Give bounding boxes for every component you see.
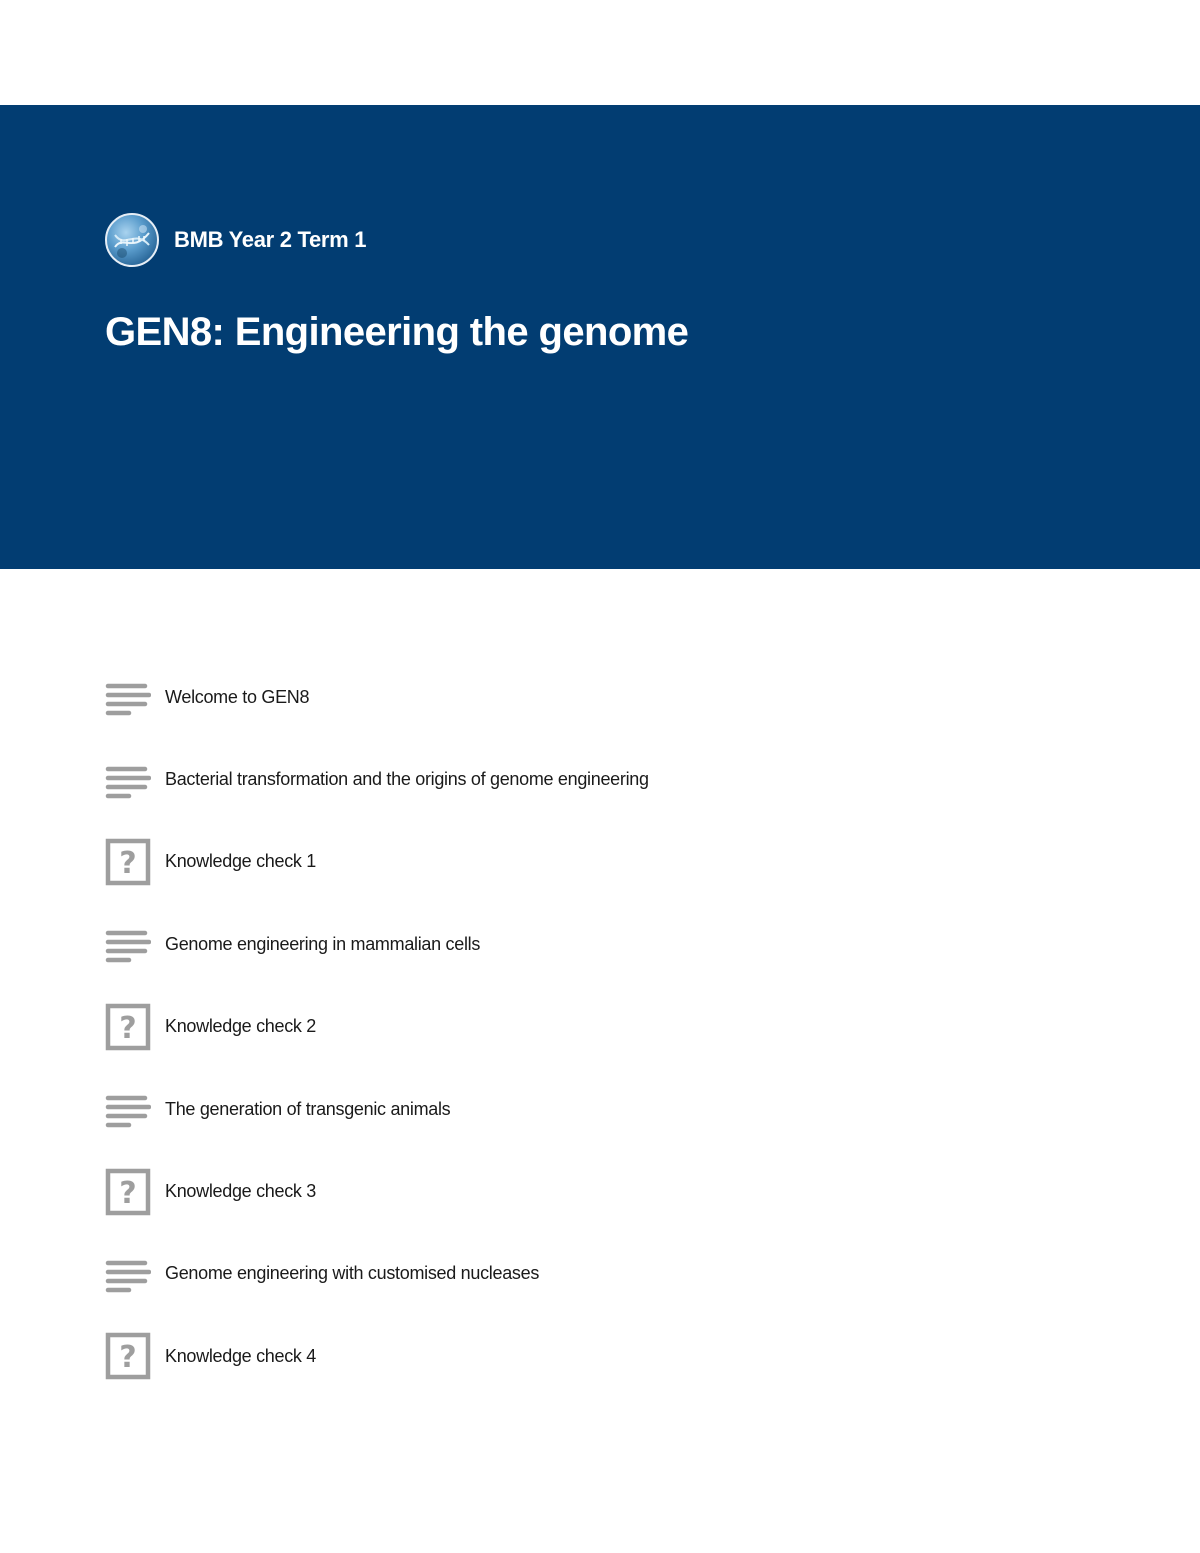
lesson-title: Genome engineering with customised nucleases <box>165 1263 540 1284</box>
lesson-list <box>105 656 1005 1398</box>
lesson-item[interactable] <box>105 1068 1005 1150</box>
lesson-item[interactable] <box>105 1150 1005 1232</box>
question-box-icon <box>105 1168 151 1216</box>
lesson-item[interactable] <box>105 903 1005 985</box>
text-lines-icon <box>105 673 151 721</box>
svg-text:?: ? <box>119 845 137 881</box>
lesson-item[interactable] <box>105 986 1005 1068</box>
text-lines-icon <box>105 1085 151 1133</box>
lesson-title: Knowledge check 1 <box>165 851 317 872</box>
text-lines-icon <box>105 1250 151 1298</box>
lesson-title: Welcome to GEN8 <box>165 686 310 707</box>
svg-text:?: ? <box>119 1340 137 1376</box>
lesson-item[interactable] <box>105 1233 1005 1315</box>
lesson-title: Bacterial transformation and the origins of genome engineering <box>165 769 649 790</box>
text-lines-icon <box>105 756 151 804</box>
question-box-icon <box>105 1332 151 1380</box>
course-name: BMB Year 2 Term 1 <box>174 227 367 252</box>
dna-globe-icon <box>105 213 159 267</box>
question-box-icon <box>105 838 151 886</box>
lesson-title: Knowledge check 3 <box>165 1181 317 1202</box>
lesson-title: The generation of transgenic animals <box>165 1098 451 1119</box>
lesson-item[interactable] <box>105 656 1005 738</box>
page-title: GEN8: Engineering the genome <box>105 310 689 354</box>
text-lines-icon <box>105 920 151 968</box>
lesson-title: Genome engineering in mammalian cells <box>165 933 481 954</box>
lesson-title: Knowledge check 2 <box>165 1016 317 1037</box>
svg-text:?: ? <box>119 1010 137 1046</box>
svg-text:?: ? <box>119 1175 137 1211</box>
lesson-title: Knowledge check 4 <box>165 1345 317 1366</box>
lesson-item[interactable] <box>105 738 1005 820</box>
course-identity[interactable] <box>105 211 366 269</box>
lesson-item[interactable] <box>105 821 1005 903</box>
lesson-item[interactable] <box>105 1315 1005 1397</box>
question-box-icon <box>105 1003 151 1051</box>
